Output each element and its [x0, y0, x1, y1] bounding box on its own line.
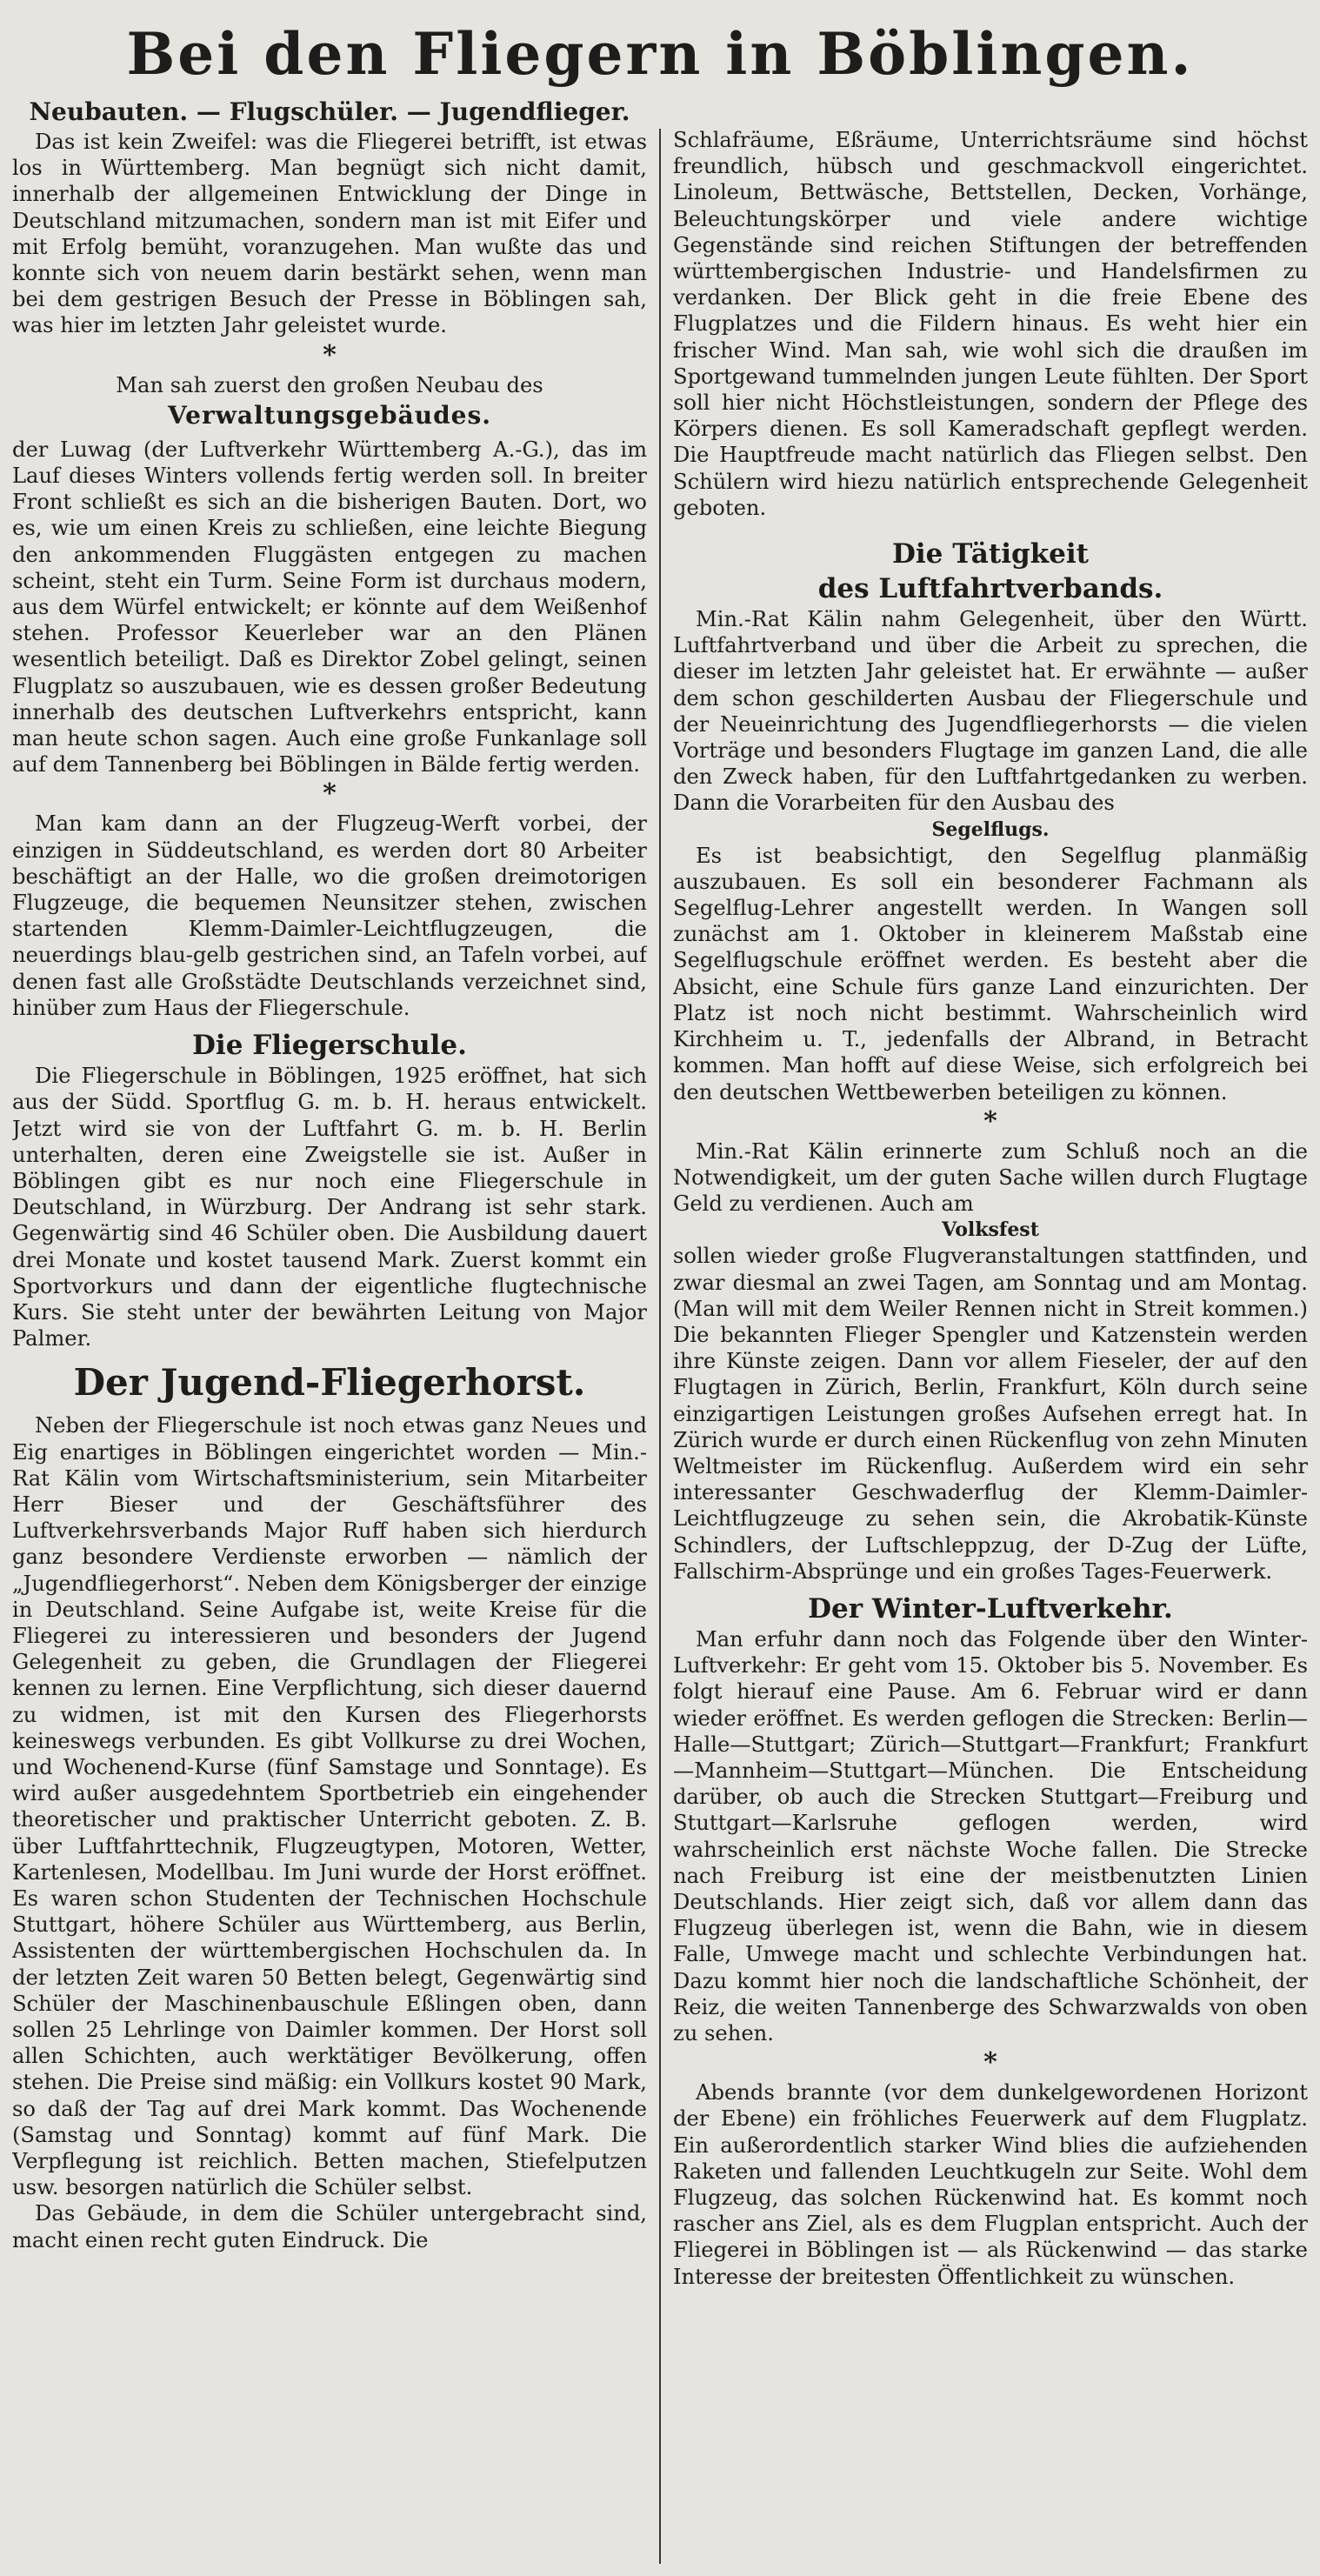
section-star: *: [983, 2047, 997, 2079]
section-star: *: [983, 1105, 997, 1137]
verband-heading-2: des Luftfahrtverbands.: [817, 573, 1163, 605]
column-divider: [659, 129, 661, 2564]
verband-heading: Die Tätigkeit: [892, 538, 1089, 571]
schule-paragraph: Die Fliegerschule in Böblingen, 1925 eröffnet, hat sich aus der Südd. Sportflug G. m. b. H. heraus entwickelt. Jetzt wird sie von der Luftfahrt G. m. b. H. Berlin unterhalten, deren eine Zweigstelle sie ist. Außer in Böblingen gibt es nur noch eine Fliegerschule in Deutschland, in Würzburg. Der Andrang ist sehr stark. Gegenwärtig sind 46 Schüler oben. Die Ausbildung dauert drei Monate und kostet tausend Mark. Zuerst kommt ein Sportvorkurs und dann der eigentliche flugtechnische Kurs. Sie steht unter der bewährten Leitung von Major Palmer.: [12, 1064, 647, 1351]
volks-paragraph: sollen wieder große Flugveranstaltungen stattfinden, und zwar diesmal an zwei Tagen, am Sonntag und am Montag. (Man will mit dem Weiler Rennen nicht in Streit kommen.) Die bekannten Flieger Spengler und Katzenstein werden ihre Künste zeigen. Dann vor allem Fieseler, der auf den Flugtagen in Zürich, Berlin, Frankfurt, Köln durch seine einzigartigen Leistungen großes Aufsehen erregt hat. In Zürich wurde er durch einen Rückenflug von zehn Minuten Weltmeister im Rückenflug. Außerdem wird ein sehr interessanter Geschwaderflug der Klemm-Daimler-Leichtflugzeuge zu sehen sein, die Akrobatik-Künste Schindlers, der Luftschleppzug, der D-Zug der Lüfte, Fallschirm-Absprünge und ein großes Tages-Feuerwerk.: [673, 1244, 1308, 1584]
horst-paragraph: Neben der Fliegerschule ist noch etwas ganz Neues und Eig enartiges in Böblingen eingerichtet worden — Min.-Rat Kälin vom Wirtschaftsministerium, sein Mitarbeiter Herr Bieser und der Geschäftsführer des Luftverkehrsverbands Major Ruff haben sich hierdurch ganz besondere Verdienste erworben — nämlich der „Jugendfliegerhorst“. Neben dem Königsberger der einzige in Deutschland. Seine Aufgabe ist, weite Kreise für die Fliegerei zu interessieren und besonders der Jugend Gelegenheit zu geben, die Grundlagen der Fliegerei kennen zu lernen. Eine Verpflichtung, sich dieser dauernd zu widmen, ist mit den Kursen des Fliegerhorsts keineswegs verbunden. Es gibt Vollkurse zu drei Wochen, und Wochenend-Kurse (fünf Samstage und Sonntage). Es wird außer ausgedehntem Sportbetrieb ein eingehender theoretischer und praktischer Unterricht geboten. Z. B. über Luftfahrttechnik, Flugzeugtypen, Motoren, Wetter, Kartenlesen, Modellbau. Im Juni wurde der Horst eröffnet. Es waren schon Studenten der Technischen Hochschule Stuttgart, höhere Schüler aus Württemberg, aus Berlin, Assistenten der württembergischen Hochschulen da. In der letzten Zeit waren 50 Betten belegt, Gegenwärtig sind Schüler der Maschinenbauschule Eßlingen oben, dann sollen 25 Lehrlinge von Daimler kommen. Der Horst soll allen Schichten, auch werktätiger Bevölkerung, offen stehen. Die Preise sind mäßig: ein Vollkurs kostet 90 Mark, so daß der Tag auf drei Mark kommt. Das Wochenende (Samstag und Sonntag) kommt auf fünf Mark. Die Verpflegung ist reichlich. Betten machen, Stiefelputzen usw. besorgen natürlich die Schüler selbst.: [12, 1413, 647, 2200]
winter-heading: Der Winter-Luftverkehr.: [808, 1592, 1173, 1625]
segel-heading: Segelflugs.: [931, 818, 1050, 841]
intro-paragraph: Das ist kein Zweifel: was die Fliegerei betrifft, ist etwas los in Württemberg. Man begnügt sich nicht damit, innerhalb der allgemeinen Entwicklung der Dinge in Deutschland mitzumachen, sondern man ist mit Eifer und mit Erfolg bemüht, voranzugehen. Man wußte das und konnte sich von neuem darin bestärkt sehen, wenn man bei dem gestrigen Besuch der Presse in Böblingen sah, was hier im letzten Jahr geleistet wurde.: [12, 130, 647, 338]
werft-paragraph: Man kam dann an der Flugzeug-Werft vorbei, der einzigen in Süddeutschland, es werden dort 80 Arbeiter beschäftigt an der Halle, wo die großen dreimotorigen Flugzeuge, die bequemen Neunsitzer stehen, zwischen startenden Klemm-Daimler-Leichtflugzeugen, die neuerdings blau-gelb gestrichen sind, an Tafeln vorbei, auf denen fast alle Großstädte Deutschlands verzeichnet sind, hinüber zum Haus der Fliegerschule.: [12, 811, 647, 1020]
verw-paragraph: der Luwag (der Luftverkehr Württemberg A.-G.), das im Lauf dieses Winters vollends fertig werden soll. In breiter Front schließt es sich an die bisherigen Bauten. Dort, wo es, wie um einen Kreis zu schließen, eine leichte Biegung den ankommenden Fluggästen entgegen zu machen scheint, steht ein Turm. Seine Form ist durchaus modern, aus dem Würfel entwickelt; er könnte auf dem Weißenhof stehen. Professor Keuerleber war an den Plänen wesentlich beteiligt. Daß es Direktor Zobel gelingt, seinen Flugplatz so auszubauen, wie es dessen großer Bedeutung innerhalb des deutschen Luftverkehrs entspricht, kann man heute schon sagen. Auch eine große Funkanlage soll auf dem Tannenberg bei Böblingen in Bälde fertig werden.: [12, 437, 647, 777]
left-column: [12, 129, 647, 2564]
volks-intro: Min.-Rat Kälin erinnerte zum Schluß noch an die Notwendigkeit, um der guten Sache willen durch Flugtage Geld zu verdienen. Auch am: [673, 1138, 1308, 1217]
volks-heading: Volksfest: [942, 1218, 1039, 1242]
segel-paragraph: Es ist beabsichtigt, den Segelflug planmäßig auszubauen. Es soll ein besonderer Fachmann als Segelflug-Lehrer angestellt werden. In Wangen soll zunächst am 1. Oktober in kleinerem Maßstab eine Segelflugschule eröffnet werden. Es besteht aber die Absicht, eine Schule fürs ganze Land einzurichten. Der Platz ist noch nicht bestimmt. Wahrscheinlich wird Kirchheim u. T., jedenfalls der Albrand, in Betracht kommen. Man hofft auf diese Weise, sich erfolgreich bei den deutschen Wettbewerben beteiligen zu können.: [673, 843, 1308, 1104]
article-columns: [12, 129, 1308, 2564]
section-star: *: [323, 778, 337, 810]
abend-paragraph: Abends brannte (vor dem dunkelgewordenen Horizont der Ebene) ein fröhliches Feuerwerk auf dem Flugplatz. Ein außerordentlich starker Wind blies die aufziehenden Raketen und fallenden Leuchtkugeln zur Seite. Wohl dem Flugzeug, das solchen Rückenwind hat. Es kommt noch rascher ans Ziel, als es dem Flugplan entspricht. Auch der Fliegerei in Böblingen ist — als Rückenwind — das starke Interesse der breitesten Öffentlichkeit zu wünschen.: [673, 2080, 1308, 2289]
horst-paragraph-2: Das Gebäude, in dem die Schüler untergebracht sind, macht einen recht guten Eindruck. Die: [12, 2201, 647, 2252]
section-star: *: [323, 339, 337, 370]
verw-heading: Verwaltungsgebäudes.: [168, 400, 491, 430]
schule-heading: Die Fliegerschule.: [192, 1030, 467, 1062]
headline: Bei den Fliegern in Böblingen.: [126, 20, 1194, 88]
winter-paragraph: Man erfuhr dann noch das Folgende über den Winter-Luftverkehr: Er geht vom 15. Oktober bis 5. November. Es folgt hierauf eine Pause. Am 6. Februar wird er dann wieder eröffnet. Es werden geflogen die Strecken: Berlin—Halle—Stuttgart; Zürich—Stuttgart—Frankfurt; Frankfurt—Mannheim—Stuttgart—München. Die Entscheidung darüber, ob auch die Strecken Stuttgart—Freiburg und Stuttgart—Karlsruhe geflogen werden, wird wahrscheinlich erst nächste Woche fallen. Die Strecke nach Freiburg ist eine der meistbenutzten Linien Deutschlands. Hier zeigt sich, daß vor allem dann das Flugzeug überlegen ist, wenn die Bahn, wie in diesem Falle, Umwege macht und schlechte Verbindungen hat. Dazu kommt hier noch die landschaftliche Schönheit, der Reiz, die weiten Tannenberge des Schwarzwalds von oben zu sehen.: [673, 1626, 1308, 2045]
horst-heading: Der Jugend-Fliegerhorst.: [73, 1361, 586, 1405]
verband-paragraph: Min.-Rat Kälin nahm Gelegenheit, über den Württ. Luftfahrtverband und über die Arbeit zu sprechen, die dieser im letzten Jahr geleistet hat. Er erwähnte — außer dem schon geschilderten Ausbau der Fliegerschule und der Neueinrichtung des Jugendfliegerhorsts — die vielen Vorträge und besonders Flugtage im ganzen Land, die alle den Zweck haben, für den Luftfahrtgedanken zu werben. Dann die Vorarbeiten für den Ausbau des: [673, 607, 1308, 816]
continuation-paragraph: Schlafräume, Eßräume, Unterrichtsräume sind höchst freundlich, hübsch und geschmackvoll eingerichtet. Linoleum, Bettwäsche, Bettstellen, Decken, Vorhänge, Beleuchtungskörper und viele andere wichtige Gegenstände sind reichen Stiftungen der betreffenden württembergischen Industrie- und Handelsfirmen zu verdanken. Der Blick geht in die freie Ebene des Flugplatzes und die Fildern hinaus. Es weht hier ein frischer Wind. Man sah, wie wohl sich die draußen im Sportgewand tummelnden jungen Leute fühlten. Der Sport soll hier nicht Höchstleistungen, sondern der Pflege des Körpers dienen. Es soll Kameradschaft gepflegt werden. Die Hauptfreude macht natürlich das Fliegen selbst. Den Schülern wird hiezu natürlich entsprechende Gelegenheit geboten.: [673, 128, 1308, 520]
verw-intro: Man sah zuerst den großen Neubau des: [116, 372, 543, 397]
subhead: Neubauten. — Flugschüler. — Jugendflieger.: [29, 97, 630, 126]
right-column: [673, 127, 1308, 2562]
